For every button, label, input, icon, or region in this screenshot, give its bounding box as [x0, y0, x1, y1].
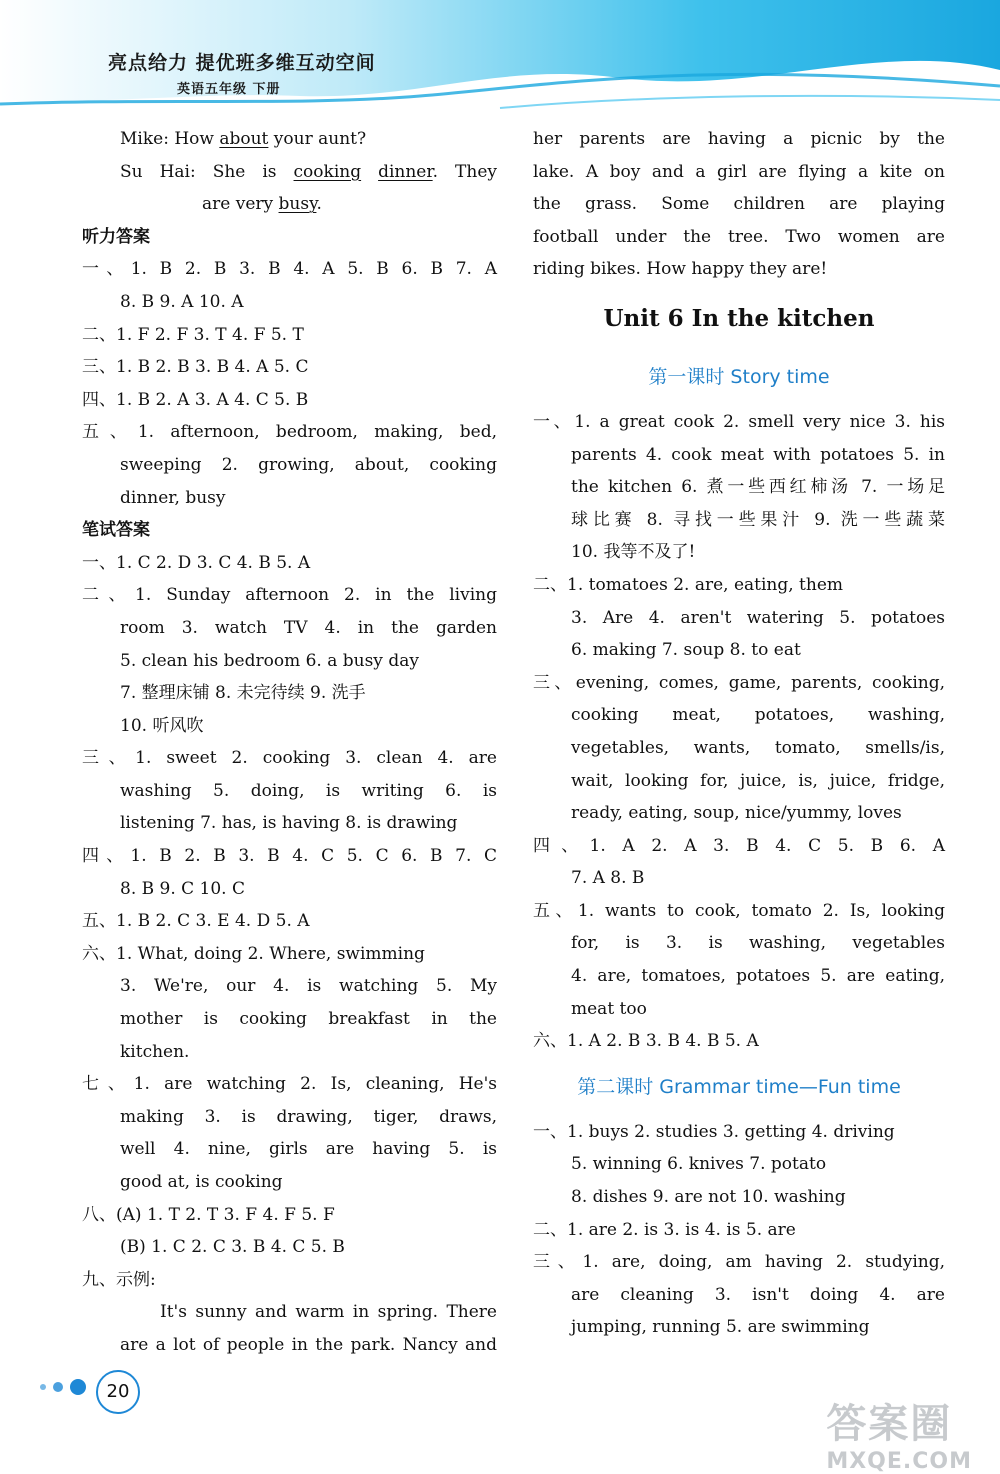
book-subtitle: 英语五年级 下册 — [177, 82, 281, 97]
left-line: Su Hai: She is cooking dinner. They — [120, 161, 497, 182]
essay-line: her parents are having a picnic by the — [533, 129, 945, 149]
story-answer-line: ready, eating, soup, nice/yummy, loves — [571, 803, 902, 824]
left-line: mother is cooking breakfast in the — [120, 1009, 497, 1030]
left-line: 7. 整理床铺 8. 未完待续 9. 洗手 — [120, 683, 366, 704]
left-line: Mike: How about your aunt? — [120, 129, 367, 149]
watermark-logo — [826, 1392, 972, 1474]
left-line: 3. We're, our 4. is watching 5. My — [120, 976, 497, 997]
left-line: well 4. nine, girls are having 5. is — [120, 1139, 497, 1160]
left-line: 七、1. are watching 2. Is, cleaning, He's — [82, 1074, 497, 1095]
left-line: 八、(A) 1. T 2. T 3. F 4. F 5. F — [82, 1204, 335, 1225]
decor-dot-large — [70, 1379, 86, 1395]
left-line: 8. B 9. A 10. A — [120, 291, 244, 312]
left-line: are a lot of people in the park. Nancy and — [120, 1334, 497, 1355]
decor-dot-small — [40, 1384, 46, 1390]
left-line: 四、1. B 2. A 3. A 4. C 5. B — [82, 389, 309, 410]
story-answer-line: 球比赛 8. 寻找一些果汁 9. 洗一些蔬菜 — [571, 509, 945, 530]
story-answer-line: meat too — [571, 998, 647, 1019]
essay-line: football under the tree. Two women are — [533, 226, 945, 247]
story-answer-line: 三、evening, comes, game, parents, cooking, — [533, 672, 945, 693]
story-answer-line: 6. making 7. soup 8. to eat — [571, 640, 801, 661]
essay-line: the grass. Some children are playing — [533, 194, 945, 215]
story-answer-line: parents 4. cook meat with potatoes 5. in — [571, 444, 945, 465]
left-line: (B) 1. C 2. C 3. B 4. C 5. B — [120, 1237, 345, 1258]
grammar-answer-line: 三、1. are, doing, am having 2. studying, — [533, 1252, 945, 1273]
left-line: good at, is cooking — [120, 1172, 283, 1192]
lesson-heading-grammar-time: 第二课时 Grammar time—Fun time — [577, 1075, 901, 1098]
left-line: 九、示例: — [82, 1269, 156, 1290]
grammar-answer-line: 二、1. are 2. is 3. is 4. is 5. are — [533, 1219, 796, 1240]
left-line: 六、1. What, doing 2. Where, swimming — [82, 943, 425, 964]
right-column — [533, 123, 945, 1344]
story-answer-line: vegetables, wants, tomato, smells/is, — [571, 737, 945, 758]
left-line: 三、1. B 2. B 3. B 4. A 5. C — [82, 357, 309, 378]
unit-title: Unit 6 In the kitchen — [603, 304, 875, 332]
story-answer-line: 六、1. A 2. B 3. B 4. B 5. A — [533, 1031, 759, 1052]
story-time-answers — [533, 406, 945, 1058]
left-line: 二、1. F 2. F 3. T 4. F 5. T — [82, 324, 304, 345]
story-answer-line: 3. Are 4. aren't watering 5. potatoes — [571, 607, 945, 628]
left-line: 8. B 9. C 10. C — [120, 878, 246, 899]
left-line: dinner, busy — [120, 487, 226, 508]
story-answer-line: 4. are, tomatoes, potatoes 5. are eating, — [571, 966, 945, 987]
grammar-answer-line: 一、1. buys 2. studies 3. getting 4. driving — [533, 1121, 895, 1142]
series-brand: 亮点给力 提优班多维互动空间 — [108, 52, 376, 74]
left-line: 5. clean his bedroom 6. a busy day — [120, 650, 419, 671]
left-line: 四、1. B 2. B 3. B 4. C 5. C 6. B 7. C — [82, 846, 497, 867]
left-line: 笔试答案 — [82, 520, 150, 541]
lesson-heading-story-time: 第一课时 Story time — [648, 365, 830, 388]
grammar-answer-line: jumping, running 5. are swimming — [571, 1317, 870, 1338]
left-line: 三、1. sweet 2. cooking 3. clean 4. are — [82, 748, 497, 769]
grammar-answer-line: 8. dishes 9. are not 10. washing — [571, 1187, 846, 1208]
left-line: 五、1. B 2. C 3. E 4. D 5. A — [82, 911, 310, 932]
left-line: It's sunny and warm in spring. There — [160, 1302, 497, 1323]
left-line: 一、1. C 2. D 3. C 4. B 5. A — [82, 552, 311, 573]
story-answer-line: 五、1. wants to cook, tomato 2. Is, looking — [533, 900, 945, 921]
story-answer-line: for, is 3. is washing, vegetables — [571, 933, 945, 954]
left-line: washing 5. doing, is writing 6. is — [120, 780, 497, 801]
grammar-answer-line: 5. winning 6. knives 7. potato — [571, 1154, 827, 1175]
story-answer-line: 7. A 8. B — [571, 868, 645, 889]
story-answer-line: cooking meat, potatoes, washing, — [571, 705, 945, 726]
watermark-line2: MXQE.COM — [826, 1449, 972, 1474]
left-column — [82, 123, 497, 1362]
story-answer-line: 10. 我等不及了! — [571, 542, 696, 563]
left-line: sweeping 2. growing, about, cooking — [120, 454, 497, 475]
grammar-answer-line: are cleaning 3. isn't doing 4. are — [571, 1284, 945, 1305]
left-line: 一、1. B 2. B 3. B 4. A 5. B 6. B 7. A — [82, 259, 497, 280]
decor-dot-medium — [53, 1382, 63, 1392]
left-line: are very busy. — [202, 194, 322, 215]
left-line: room 3. watch TV 4. in the garden — [120, 617, 497, 638]
page-number: 20 — [96, 1370, 140, 1414]
left-line: making 3. is drawing, tiger, draws, — [120, 1106, 497, 1127]
left-line: 五、1. afternoon, bedroom, making, bed, — [82, 422, 497, 443]
story-answer-line: 一、1. a great cook 2. smell very nice 3. his — [533, 411, 945, 432]
story-answer-line: 四、1. A 2. A 3. B 4. C 5. B 6. A — [533, 835, 945, 856]
watermark-line1: 答案圈 — [826, 1401, 953, 1447]
left-line: listening 7. has, is having 8. is drawing — [120, 813, 458, 834]
page-header — [0, 0, 1000, 112]
left-line: 二、1. Sunday afternoon 2. in the living — [82, 585, 497, 606]
story-answer-line: wait, looking for, juice, is, juice, fridge, — [571, 770, 945, 791]
left-line: 听力答案 — [82, 226, 150, 247]
left-line: 10. 听风吹 — [120, 715, 204, 736]
story-answer-line: 二、1. tomatoes 2. are, eating, them — [533, 574, 844, 595]
essay-continuation — [533, 123, 945, 286]
left-line: kitchen. — [120, 1041, 190, 1062]
grammar-time-answers — [533, 1116, 945, 1344]
essay-line: lake. A boy and a girl are flying a kite on — [533, 161, 945, 182]
story-answer-line: the kitchen 6. 煮一些西红柿汤 7. 一场足 — [571, 477, 945, 498]
essay-line: riding bikes. How happy they are! — [533, 259, 828, 280]
